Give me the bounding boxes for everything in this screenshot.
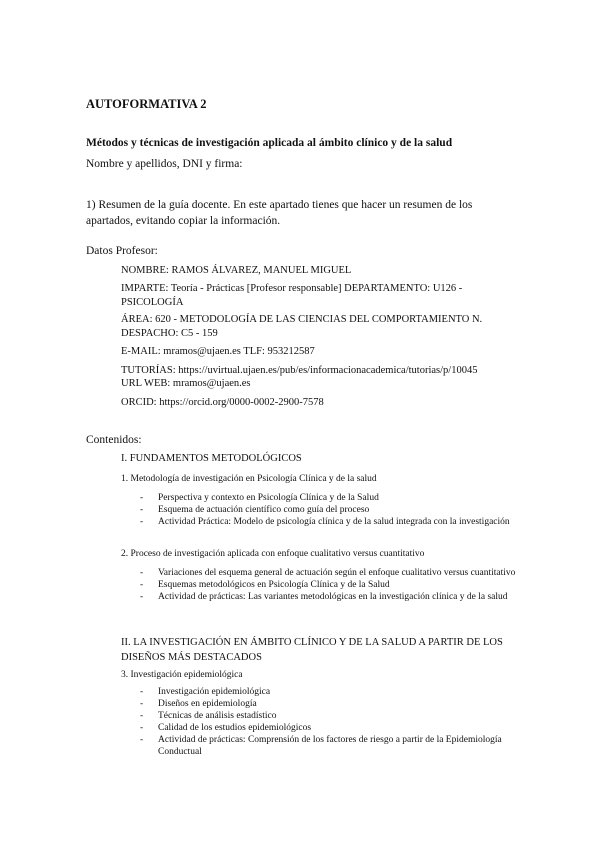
- professor-teaches: IMPARTE: Teoría - Prácticas [Profesor responsable] DEPARTAMENTO: U126 - PSICOLOGÍA: [121, 283, 463, 308]
- professor-url: URL WEB: mramos@ujaen.es: [121, 378, 251, 389]
- professor-orcid: ORCID: https://orcid.org/0000-0002-2900-7578: [121, 397, 324, 408]
- professor-area: ÁREA: 620 - METODOLOGÍA DE LAS CIENCIAS DEL COMPORTAMIENTO N. DESPACHO: C5 - 159: [121, 314, 483, 339]
- list-item: - Esquemas metodológicos en Psicología Clínica y de la Salud: [140, 580, 390, 590]
- subject-title: Métodos y técnicas de investigación aplicada al ámbito clínico y de la salud: [86, 137, 453, 149]
- section-heading-1: I. FUNDAMENTOS METODOLÓGICOS: [121, 453, 302, 464]
- instruction-text: 1) Resumen de la guía docente. En este apartado tienes que hacer un resumen de los apartados, evitando copiar la información.: [86, 199, 473, 227]
- section-heading-2: II. LA INVESTIGACIÓN EN ÁMBITO CLÍNICO Y DE LA SALUD A PARTIR DE LOS DISEÑOS MÁS DESTACADOS: [121, 637, 503, 663]
- professor-email: E-MAIL: mramos@ujaen.es TLF: 953212587: [121, 346, 315, 357]
- document-title: AUTOFORMATIVA 2: [86, 97, 207, 111]
- topic-2-list: [140, 567, 520, 603]
- list-item: - Calidad de los estudios epidemiológicos: [140, 723, 312, 733]
- list-item: - Diseños en epidemiología: [140, 699, 257, 709]
- topic-3-list: [140, 686, 520, 758]
- contents-heading: Contenidos:: [86, 434, 142, 446]
- list-item: - Investigación epidemiológica: [140, 687, 271, 697]
- professor-tutorias: TUTORÍAS: https://uvirtual.ujaen.es/pub/es/informacionacademica/tutorias/p/10045: [121, 365, 478, 376]
- topic-heading-2: 2. Proceso de investigación aplicada con enfoque cualitativo versus cuantitativo: [121, 549, 425, 559]
- list-item: - Perspectiva y contexto en Psicología Clínica y de la Salud: [140, 493, 379, 503]
- topic-heading-1: 1. Metodología de investigación en Psicología Clínica y de la salud: [121, 474, 377, 484]
- list-item: - Actividad de prácticas: Comprensión de los factores de riesgo a partir de la Epidemiología Conductual: [140, 735, 502, 757]
- list-item: - Actividad Práctica: Modelo de psicología clínica y de la salud integrada con la investigación: [140, 517, 510, 527]
- list-item: - Esquema de actuación científico como guía del proceso: [140, 505, 370, 515]
- professor-heading: Datos Profesor:: [86, 245, 158, 257]
- list-item: - Técnicas de análisis estadístico: [140, 711, 277, 721]
- list-item: - Variaciones del esquema general de actuación según el enfoque cualitativo versus cuantitativo: [140, 568, 516, 578]
- topic-1-list: [140, 492, 520, 528]
- list-item: - Actividad de prácticas: Las variantes metodológicas en la investigación clínica y de la salud: [140, 592, 508, 602]
- name-prompt: Nombre y apellidos, DNI y firma:: [86, 158, 243, 170]
- topic-heading-3: 3. Investigación epidemiológica: [121, 670, 243, 680]
- professor-name: NOMBRE: RAMOS ÁLVAREZ, MANUEL MIGUEL: [121, 265, 352, 276]
